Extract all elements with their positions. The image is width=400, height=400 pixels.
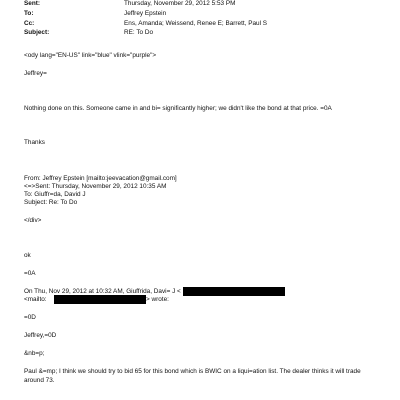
- subject-value: RE: To Do: [124, 29, 154, 36]
- subject-label: Subject:: [24, 29, 50, 36]
- signoff: Thanks: [24, 139, 45, 146]
- sent-value: Thursday, November 29, 2012 5:53 PM: [124, 0, 236, 7]
- body-line: =0A: [24, 270, 36, 277]
- quoted-from: From: Jeffrey Epstein [mailto:jeevacation@gmail.com]: [24, 175, 177, 182]
- body-line: Nothing done on this. Someone came in and bi= significantly higher; we didn't like the bond at that price. =0A: [24, 105, 332, 112]
- mailto-prefix: <mailto:: [24, 296, 47, 303]
- redaction-bar: [54, 295, 146, 304]
- body-line: =0D: [24, 314, 36, 321]
- redaction-bar: [183, 287, 285, 296]
- quoted-sent: <=>Sent: Thursday, November 29, 2012 10:35 AM: [24, 183, 167, 190]
- greeting: Jeffrey=: [24, 70, 47, 77]
- mailto-suffix: > wrote:: [146, 296, 169, 303]
- cc-value: Ens, Amanda; Weissend, Renee E; Barrett, Paul S: [124, 20, 268, 27]
- body-line: &nb=p;: [24, 350, 45, 357]
- cc-label: Cc:: [24, 20, 35, 27]
- quoted-intro: On Thu, Nov 29, 2012 at 10:32 AM, Giuffrida, Davi= J <: [24, 288, 181, 295]
- quoted-to: To: Giuffr=da, David J: [24, 191, 86, 198]
- body-line: around 73.: [24, 377, 55, 384]
- body-line: Paul &=mp; I think we should try to bid 65 for this bond which is BWIC on a liqui=ation list. The dealer thinks it will trade: [24, 368, 361, 375]
- body-line: <ody lang="EN-US" link="blue" vlink="purple">: [24, 52, 157, 59]
- to-label: To:: [24, 10, 34, 17]
- sent-label: Sent:: [24, 0, 40, 7]
- to-value: Jeffrey Epstein: [124, 10, 167, 17]
- body-line: Jeffrey,=0D: [24, 332, 57, 339]
- body-line: ok: [24, 252, 31, 259]
- body-line: </div>: [24, 217, 42, 224]
- quoted-subject: Subject: Re: To Do: [24, 199, 78, 206]
